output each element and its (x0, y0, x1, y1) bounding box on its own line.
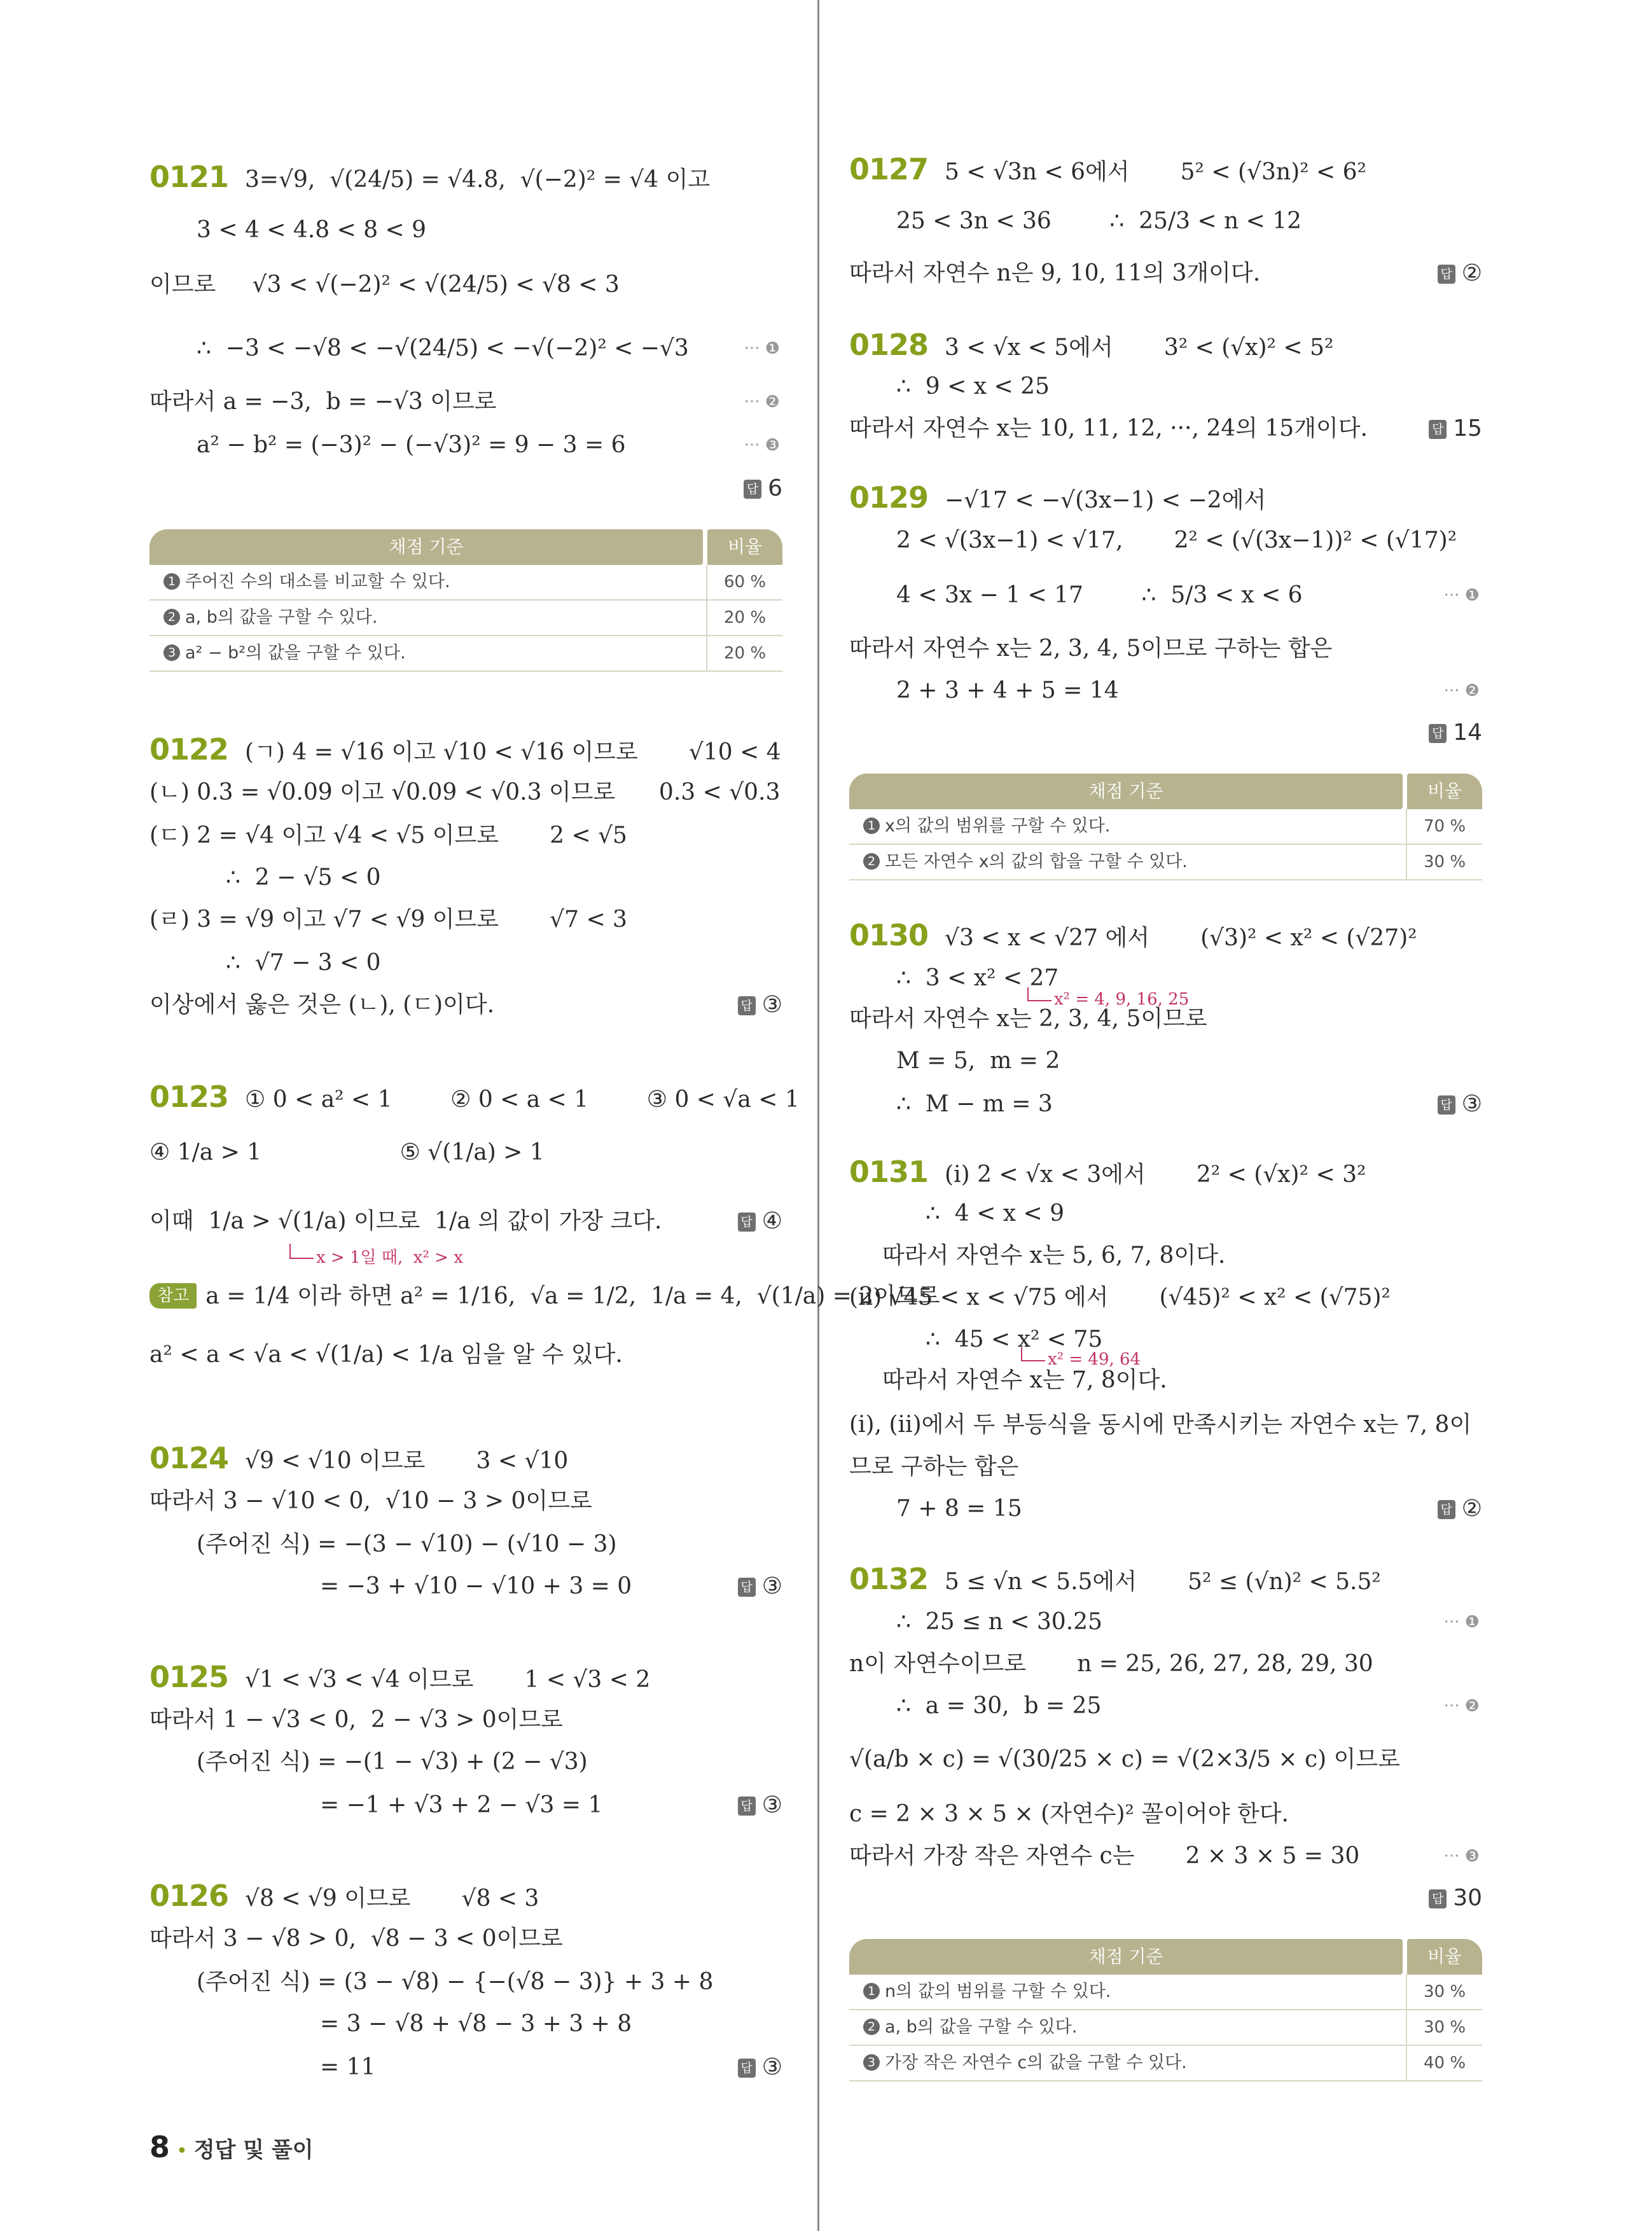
solution-line: 따라서 가장 작은 자연수 c는 2 × 3 × 5 = 30 ··· ❸ (849, 1837, 1482, 1875)
annotation-bracket (1021, 1347, 1045, 1361)
problem-0124-line-1: 0124 √9 < √10 이므로 3 < √10 (149, 1441, 569, 1475)
answer-0124: 답 ③ (738, 1567, 782, 1606)
solution-line: n이 자연수이므로 n = 25, 26, 27, 28, 29, 30 (849, 1651, 1373, 1677)
annotation-note: x² = 4, 9, 16, 25 (1054, 990, 1190, 1009)
solution-line: ∴ 45 < x² < 75 (926, 1326, 1103, 1352)
answer-0129: 답 14 (1429, 714, 1482, 752)
solution-line: 25 < 3n < 36 ∴ 25/3 < n < 12 (896, 208, 1302, 234)
page-number: 8 (149, 2130, 170, 2164)
answer-icon: 답 (738, 1578, 756, 1597)
step-marker-2: ··· ❷ (1443, 1697, 1480, 1716)
solution-line: 따라서 자연수 x는 2, 3, 4, 5이므로 (849, 1006, 1207, 1032)
answer-0123: 답 ④ (738, 1202, 782, 1241)
problem-0125-line-1: 0125 √1 < √3 < √4 이므로 1 < √3 < 2 (149, 1660, 651, 1694)
page-footer (149, 2128, 314, 2171)
table-row: 2 a, b의 값을 구할 수 있다. 20 % (149, 601, 782, 636)
solution-line: 따라서 a = −3, b = −√3 이므로 ··· ❷ (149, 383, 782, 421)
step-marker-1: ··· ❶ (744, 339, 780, 358)
ratio-header: 비율 (1407, 774, 1482, 809)
answer-line (149, 469, 782, 508)
answer-line (849, 1879, 1482, 1917)
table-row: 1 n의 값의 범위를 구할 수 있다. 30 % (849, 1975, 1482, 2010)
solution-line: 따라서 3 − √8 > 0, √8 − 3 < 0이므로 (149, 1926, 563, 1952)
ratio-cell: 20 % (706, 601, 782, 635)
step-marker-3: ··· ❸ (1443, 1847, 1480, 1866)
solution-line: 이때 1/a > √(1/a) 이므로 1/a 의 값이 가장 크다. 답 ④ (149, 1202, 782, 1241)
problem-0123-line-1: 0123 ① 0 < a² < 1 ② 0 < a < 1 ③ 0 < √a < 1 (149, 1080, 800, 1114)
solution-line: (ㄷ) 2 = √4 이고 √4 < √5 이므로 2 < √5 (149, 823, 627, 849)
step-marker-3: ··· ❸ (744, 436, 780, 455)
table-header (849, 774, 1482, 809)
problem-number: 0121 (149, 160, 229, 194)
solution-line: ∴ 4 < x < 9 (926, 1200, 1065, 1227)
solution-line: (주어진 식) = (3 − √8) − {−(√8 − 3)} + 3 + 8 (197, 1969, 714, 1995)
criteria-header: 채점 기준 (849, 1939, 1403, 1975)
answer-line (149, 1567, 782, 1606)
criteria-number: 1 (163, 573, 180, 590)
solution-line: ∴ 2 − √5 < 0 (226, 865, 381, 891)
solution-line: ∴ 9 < x < 25 (896, 373, 1050, 400)
answer-0126: 답 ③ (738, 2048, 782, 2087)
problem-0126-line-1: 0126 √8 < √9 이므로 √8 < 3 (149, 1879, 539, 1913)
step-marker-1: ··· ❶ (1443, 1613, 1480, 1632)
scoring-table-0121 (149, 529, 782, 672)
solution-line: = 3 − √8 + √8 − 3 + 3 + 8 (320, 2011, 632, 2037)
answer-icon: 답 (1429, 420, 1447, 439)
annotation-bracket (289, 1244, 314, 1259)
problem-0122-line-1: 0122 (ㄱ) 4 = √16 이고 √10 < √16 이므로 √10 < 4 (149, 732, 781, 767)
answer-icon: 답 (1438, 1500, 1455, 1519)
solution-line: 이므로 √3 < √(−2)² < √(24/5) < √8 < 3 (149, 272, 620, 298)
solution-line: 3 < 4 < 4.8 < 8 < 9 (197, 217, 427, 243)
scoring-table-0132 (849, 1939, 1482, 2082)
ratio-cell: 30 % (1406, 1975, 1482, 2009)
solution-line: M = 5, m = 2 (896, 1048, 1060, 1074)
ratio-cell: 20 % (706, 636, 782, 671)
scoring-table-0129 (849, 774, 1482, 880)
page-gutter (817, 0, 819, 2231)
problem-number: 0124 (149, 1441, 229, 1475)
table-header (849, 1939, 1482, 1975)
criteria-number: 3 (863, 2054, 880, 2071)
criteria-number: 2 (863, 853, 880, 870)
answer-line (849, 714, 1482, 752)
table-row: 3 가장 작은 자연수 c의 값을 구할 수 있다. 40 % (849, 2046, 1482, 2082)
step-marker-2: ··· ❷ (744, 393, 780, 412)
problem-0121-line-1: 0121 3=√9, √(24/5) = √4.8, √(−2)² = √4 이고 (149, 160, 711, 194)
ratio-cell: 60 % (706, 565, 782, 599)
solution-line: ∴ −3 < −√8 < −√(24/5) < −√(−2)² < −√3 ··· ❶ (197, 330, 782, 368)
problem-0130-line-1: 0130 √3 < x < √27 에서 (√3)² < x² < (√27)² (849, 918, 1417, 952)
footer-dot: • (176, 2140, 188, 2162)
problem-number: 0131 (849, 1155, 929, 1189)
solution-line: 2 < √(3x−1) < √17, 2² < (√(3x−1))² < (√17)² (896, 527, 1457, 553)
solution-line: (주어진 식) = −(1 − √3) + (2 − √3) (197, 1749, 588, 1775)
solution-line: a² − b² = (−3)² − (−√3)² = 9 − 3 = 6 ··· ❸ (197, 426, 782, 464)
solution-line: √(a/b × c) = √(30/25 × c) = √(2×3/5 × c) 이므로 (849, 1746, 1400, 1772)
table-header (149, 529, 782, 565)
criteria-number: 2 (863, 2019, 880, 2035)
problem-number: 0128 (849, 328, 929, 362)
solution-line: 므로 구하는 합은 (849, 1454, 1019, 1480)
answer-icon: 답 (738, 996, 756, 1015)
solution-line: (주어진 식) = −(3 − √10) − (√10 − 3) (197, 1531, 617, 1557)
solution-line: (ⅱ) √45 < x < √75 에서 (√45)² < x² < (√75)² (849, 1284, 1391, 1310)
solution-line: (ㄹ) 3 = √9 이고 √7 < √9 이므로 √7 < 3 (149, 907, 627, 933)
table-row: 1 x의 값의 범위를 구할 수 있다. 70 % (849, 809, 1482, 845)
solution-line: 2 + 3 + 4 + 5 = 14 ··· ❷ (896, 672, 1482, 710)
answer-icon: 답 (1438, 265, 1455, 284)
problem-number: 0132 (849, 1562, 929, 1596)
solution-line: 따라서 자연수 n은 9, 10, 11의 3개이다. 답 ② (849, 254, 1482, 293)
tip-line: 참고 a = 1/4 이라 하면 a² = 1/16, √a = 1/2, 1/a = 4, √(1/a) = 2이므로 (149, 1277, 782, 1316)
solution-line: ∴ 3 < x² < 27 (896, 965, 1059, 991)
solution-line: 4 < 3x − 1 < 17 ∴ 5/3 < x < 6 ··· ❶ (896, 576, 1482, 615)
problem-number: 0129 (849, 480, 929, 515)
step-marker-2: ··· ❷ (1443, 681, 1480, 700)
solution-line: a² < a < √a < √(1/a) < 1/a 임을 알 수 있다. (149, 1342, 623, 1368)
annotation-bracket (1027, 987, 1052, 1001)
answer-icon: 답 (738, 2059, 756, 2078)
problem-number: 0125 (149, 1660, 229, 1694)
solution-line: = 11 (320, 2054, 376, 2080)
answer-icon: 답 (1429, 1889, 1447, 1908)
answer-0125: 답 ③ (738, 1786, 782, 1824)
solution-line: (ㄴ) 0.3 = √0.09 이고 √0.09 < √0.3 이므로 0.3 < √0.3 (149, 779, 781, 805)
solution-line: ∴ a = 30, b = 25 ··· ❷ (896, 1687, 1482, 1725)
criteria-header: 채점 기준 (149, 529, 703, 565)
tip-badge: 참고 (149, 1283, 197, 1309)
step-marker-1: ··· ❶ (1443, 586, 1480, 605)
solution-line: 7 + 8 = 15 답 ② (896, 1490, 1482, 1528)
solution-line: ∴ √7 − 3 < 0 (226, 950, 381, 976)
answer-icon: 답 (738, 1213, 756, 1232)
solution-line: = −3 + √10 − √10 + 3 = 0 (320, 1573, 632, 1599)
solution-line: 이상에서 옳은 것은 (ㄴ), (ㄷ)이다. 답 ③ (149, 986, 782, 1024)
criteria-number: 1 (863, 817, 880, 834)
criteria-header: 채점 기준 (849, 774, 1403, 809)
problem-0131-line-1: 0131 (ⅰ) 2 < √x < 3에서 2² < (√x)² < 3² (849, 1155, 1366, 1189)
solution-line: (ⅰ), (ⅱ)에서 두 부등식을 동시에 만족시키는 자연수 x는 7, 8이 (849, 1412, 1472, 1438)
solution-line: 따라서 1 − √3 < 0, 2 − √3 > 0이므로 (149, 1707, 563, 1733)
ratio-cell: 70 % (1406, 809, 1482, 844)
answer-0122: 답 ③ (738, 986, 782, 1024)
problem-number: 0126 (149, 1879, 229, 1913)
table-row: 1 주어진 수의 대소를 비교할 수 있다. 60 % (149, 565, 782, 601)
answer-line (149, 2048, 782, 2087)
annotation-note: x > 1일 때, x² > x (316, 1248, 463, 1267)
ratio-cell: 30 % (1406, 2010, 1482, 2045)
answer-icon: 답 (738, 1797, 756, 1816)
solution-line: 따라서 자연수 x는 10, 11, 12, ···, 24의 15개이다. 답 15 (849, 410, 1482, 448)
answer-icon: 답 (1429, 724, 1447, 743)
solution-line: 따라서 3 − √10 < 0, √10 − 3 > 0이므로 (149, 1488, 592, 1514)
solution-line: = −1 + √3 + 2 − √3 = 1 (320, 1792, 603, 1818)
answer-icon: 답 (1438, 1095, 1455, 1115)
solution-line: 따라서 자연수 x는 5, 6, 7, 8이다. (882, 1242, 1226, 1268)
annotation-note: x² = 49, 64 (1048, 1350, 1141, 1369)
ratio-cell: 40 % (1406, 2046, 1482, 2080)
ratio-header: 비율 (1407, 1939, 1482, 1975)
criteria-number: 1 (863, 1983, 880, 1999)
criteria-number: 3 (163, 644, 180, 661)
answer-0127: 답 ② (1438, 254, 1482, 293)
answer-0132: 답 30 (1429, 1879, 1482, 1917)
footer-title: 정답 및 풀이 (193, 2137, 314, 2163)
answer-0121: 답 6 (744, 469, 782, 508)
solution-line: 따라서 자연수 x는 2, 3, 4, 5이므로 구하는 합은 (849, 636, 1333, 662)
table-row: 2 a, b의 값을 구할 수 있다. 30 % (849, 2010, 1482, 2046)
criteria-number: 2 (163, 609, 180, 625)
solution-line: 따라서 자연수 x는 7, 8이다. (882, 1367, 1167, 1393)
problem-number: 0130 (849, 918, 929, 952)
answer-0131: 답 ② (1438, 1490, 1482, 1528)
solution-line: ∴ M − m = 3 답 ③ (896, 1085, 1482, 1123)
answer-icon: 답 (744, 480, 761, 499)
solution-line: ④ 1/a > 1 ⑤ √(1/a) > 1 (149, 1139, 545, 1165)
problem-number: 0127 (849, 152, 929, 186)
problem-number: 0122 (149, 732, 229, 767)
solution-line: ∴ 25 ≤ n < 30.25 ··· ❶ (896, 1603, 1482, 1641)
problem-0129-line-1: 0129 −√17 < −√(3x−1) < −2에서 (849, 480, 1267, 515)
answer-0130: 답 ③ (1438, 1085, 1482, 1123)
problem-number: 0123 (149, 1080, 229, 1114)
answer-line (149, 1786, 782, 1824)
answer-0128: 답 15 (1429, 410, 1482, 448)
table-row: 2 모든 자연수 x의 값의 합을 구할 수 있다. 30 % (849, 845, 1482, 880)
problem-0127-line-1: 0127 5 < √3n < 6에서 5² < (√3n)² < 6² (849, 152, 1366, 186)
ratio-cell: 30 % (1406, 845, 1482, 879)
problem-0132-line-1: 0132 5 ≤ √n < 5.5에서 5² ≤ (√n)² < 5.5² (849, 1562, 1381, 1596)
problem-0128-line-1: 0128 3 < √x < 5에서 3² < (√x)² < 5² (849, 328, 1334, 362)
table-row: 3 a² − b²의 값을 구할 수 있다. 20 % (149, 636, 782, 672)
solution-line: c = 2 × 3 × 5 × (자연수)² 꼴이어야 한다. (849, 1801, 1289, 1827)
ratio-header: 비율 (707, 529, 782, 565)
